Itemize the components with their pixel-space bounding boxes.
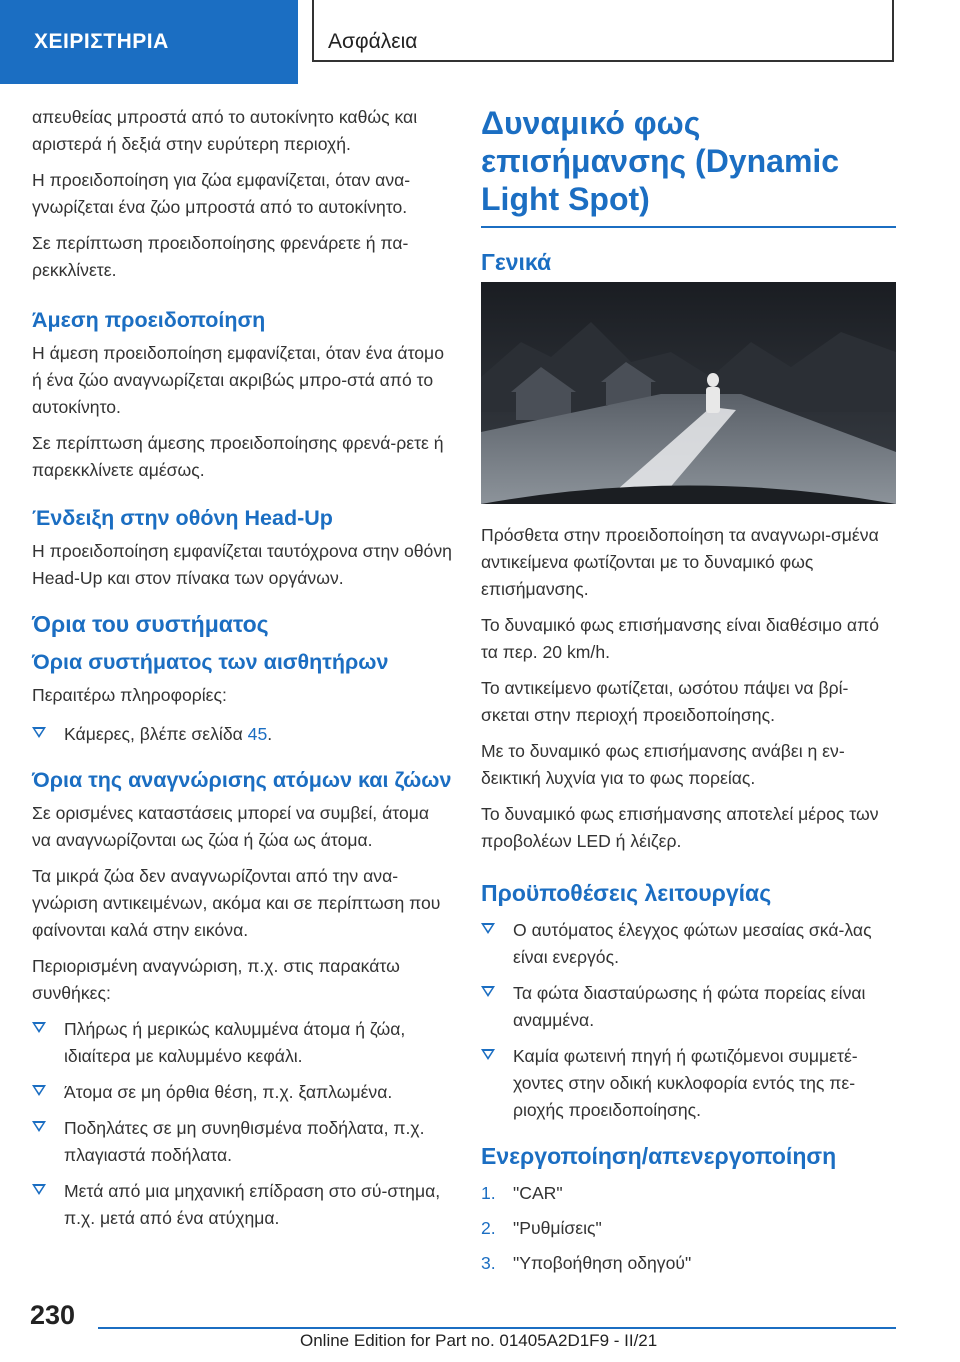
step-number: 1.	[481, 1183, 496, 1203]
triangle-bullet-icon	[481, 986, 495, 997]
list-item: Καμία φωτεινή πηγή ή φωτιζόμενοι συμμετέ-χοντες στην οδική κυκλοφορία εντός της πε-ριοχής προειδοποίησης.	[481, 1043, 896, 1124]
step-item: 3. "Υποβοήθηση οδηγού"	[481, 1250, 896, 1277]
right-column	[481, 104, 896, 1285]
chapter-title: ΧΕΙΡΙΣΤΗΡΙΑ	[34, 30, 169, 53]
step-number: 3.	[481, 1253, 496, 1273]
heading-system-limits: Όρια του συστήματος	[32, 611, 269, 637]
paragraph: Σε περίπτωση άμεσης προειδοποίησης φρενά-ρετε ή παρεκκλίνετε αμέσως.	[32, 433, 444, 480]
list-item: Άτομα σε μη όρθια θέση, π.χ. ξαπλωμένα.	[32, 1079, 452, 1106]
triangle-bullet-icon	[481, 1049, 495, 1060]
paragraph: Η άμεση προειδοποίηση εμφανίζεται, όταν ένα άτομο ή ένα ζώο αναγνωρίζεται ακριβώς μπρο-στά από το αυτοκίνητο.	[32, 343, 444, 417]
paragraph: απευθείας μπροστά από το αυτοκίνητο καθώς και αριστερά ή δεξιά στην ευρύτερη περιοχή.	[32, 107, 418, 154]
step-item: 1. "CAR"	[481, 1180, 896, 1207]
paragraph: Με το δυναμικό φως επισήμανσης ανάβει η εν-δεικτική λυχνία για το φως πορείας.	[481, 741, 845, 788]
page-number: 230	[30, 1300, 76, 1330]
section-title: Ασφάλεια	[328, 30, 418, 53]
heading-general: Γενικά	[481, 249, 552, 275]
triangle-bullet-icon	[32, 727, 46, 738]
paragraph: Περαιτέρω πληροφορίες:	[32, 685, 227, 705]
paragraph: Σε ορισμένες καταστάσεις μπορεί να συμβεί, άτομα να αναγνωρίζονται ως ζώα ή ζώα ως άτομα.	[32, 803, 430, 850]
step-number: 2.	[481, 1218, 496, 1238]
list-item: Ποδηλάτες σε μη συνηθισμένα ποδήλατα, π.χ. πλαγιαστά ποδήλατα.	[32, 1115, 452, 1169]
footer-divider	[98, 1327, 896, 1329]
triangle-bullet-icon	[32, 1121, 46, 1132]
edition-text: Online Edition for Part no. 01405A2D1F9 - II/21	[300, 1331, 658, 1350]
heading-sensor-limits: Όρια συστήματος των αισθητήρων	[32, 650, 389, 674]
paragraph: Το δυναμικό φως επισήμανσης αποτελεί μέρος των προβολέων LED ή λέιζερ.	[481, 804, 879, 851]
paragraph: Η προειδοποίηση εμφανίζεται ταυτόχρονα στην οθόνη Head-Up και στον πίνακα των οργάνων.	[32, 541, 452, 588]
paragraph: Τα μικρά ζώα δεν αναγνωρίζονται από την ανα-γνώριση αντικειμένων, ακόμα και σε περίπτωση που φαίνονται καλά στην εικόνα.	[32, 866, 441, 940]
paragraph: Σε περίπτωση προειδοποίησης φρενάρετε ή πα-ρεκκλίνετε.	[32, 233, 409, 280]
section-tab	[312, 0, 894, 62]
page-link[interactable]: 45	[247, 724, 268, 744]
chapter-tab	[0, 0, 298, 84]
heading-activation: Ενεργοποίηση/απενεργοποίηση	[481, 1143, 837, 1169]
triangle-bullet-icon	[32, 1184, 46, 1195]
list-item: Πλήρως ή μερικώς καλυμμένα άτομα ή ζώα, ιδιαίτερα με καλυμμένο κεφάλι.	[32, 1016, 452, 1070]
heading-divider	[481, 226, 896, 228]
night-road-illustration	[481, 282, 896, 504]
paragraph: Η προειδοποίηση για ζώα εμφανίζεται, όταν ανα-γνωρίζεται ένα ζώο μπροστά από το αυτοκίνητο.	[32, 170, 411, 217]
triangle-bullet-icon	[32, 1022, 46, 1033]
heading-head-up: Ένδειξη στην οθόνη Head-Up	[32, 506, 333, 530]
section-heading-dynamic-light-spot: Δυναμικό φως επισήμανσης (Dynamic Light Spot)	[481, 105, 840, 217]
list-item: Τα φώτα διασταύρωσης ή φώτα πορείας είναι αναμμένα.	[481, 980, 896, 1034]
paragraph: Πρόσθετα στην προειδοποίηση τα αναγνωρι-σμένα αντικείμενα φωτίζονται με το δυναμικό φως επισήμανσης.	[481, 525, 879, 599]
paragraph: Το αντικείμενο φωτίζεται, ωσότου πάψει να βρί-σκεται στην περιοχή προειδοποίησης.	[481, 678, 849, 725]
triangle-bullet-icon	[32, 1085, 46, 1096]
list-item: Μετά από μια μηχανική επίδραση στο σύ-στημα, π.χ. μετά από ένα ατύχημα.	[32, 1178, 452, 1232]
heading-direct-warning: Άμεση προειδοποίηση	[32, 308, 266, 332]
page-header	[0, 0, 960, 64]
heading-detection-limits: Όρια της αναγνώρισης ατόμων και ζώων	[32, 768, 452, 792]
step-item: 2. "Ρυθμίσεις"	[481, 1215, 896, 1242]
paragraph: Περιορισμένη αναγνώριση, π.χ. στις παρακάτω συνθήκες:	[32, 956, 400, 1003]
list-item: Κάμερες, βλέπε σελίδα 45.	[32, 721, 452, 748]
triangle-bullet-icon	[481, 923, 495, 934]
paragraph: Το δυναμικό φως επισήμανσης είναι διαθέσιμο από τα περ. 20 km/h.	[481, 615, 880, 662]
left-column	[32, 104, 452, 1241]
heading-prerequisites: Προϋποθέσεις λειτουργίας	[481, 880, 772, 906]
list-item: Ο αυτόματος έλεγχος φώτων μεσαίας σκά-λας είναι ενεργός.	[481, 917, 896, 971]
